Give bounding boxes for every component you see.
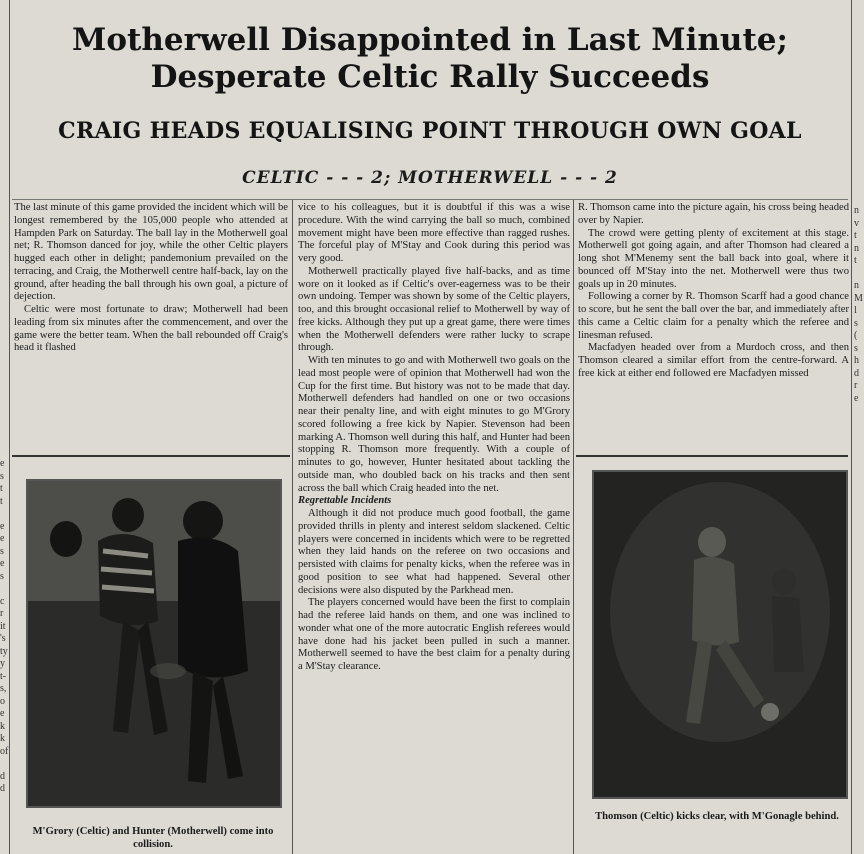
photo-collision-image bbox=[28, 481, 280, 806]
match-photo-collision bbox=[26, 479, 282, 808]
photo-rule-left bbox=[12, 455, 290, 457]
paragraph-col1-1: The last minute of this game provided the incident which will be longest remembered by the 105,000 people who attended at Hampden Park on Saturday. The ball lay in the Motherwell goal net; R. Thomson danced for joy, while the other Celtic players hugged each other in delight; pandemonium prevailed on the terracing, and Craig, the Motherwell centre half-back, lay on the ground, after heading the ball through his own goal, a picture of dejection. bbox=[14, 202, 288, 303]
paragraph-col2-1: vice to his colleagues, but it is doubtful if this was a wise procedure. With the wind carrying the ball so much, combined movement might have been more effective than ragged rushes. The forceful play of M'Stay and Cook during this period was very good. bbox=[298, 202, 570, 264]
paragraph-col3-3: Following a corner by R. Thomson Scarff had a good chance to score, but he sent the ball over the bar, and immediately after this came a Celtic claim for a penalty which the referee and linesman refused. bbox=[578, 291, 849, 341]
photo-kick-image bbox=[594, 472, 846, 797]
paragraph-col3-4: Macfadyen headed over from a Murdoch cross, and then Thomson cleared a similar effort from the centre-forward. A free kick at either end followed ere Macfadyen missed bbox=[578, 342, 849, 379]
sub-headline: CRAIG HEADS EQUALISING POINT THROUGH OWN GOAL bbox=[58, 118, 802, 144]
photo-caption-left: M'Grory (Celtic) and Hunter (Motherwell) come into collision. bbox=[32, 826, 274, 850]
paragraph-col2-2: Motherwell practically played five half-backs, and as time wore on it looked as if Celtic's over-eagerness was to be their own undoing. Temper was shown by some of the Celtic players, too, and this brought occasional relief to Motherwell by way of free kicks. Although they put up a great game, there were times when the Motherwell defenders were rather lucky to scrape through. bbox=[298, 265, 570, 354]
column-rule-2 bbox=[573, 200, 574, 854]
paragraph-col2-4: Although it did not produce much good football, the game provided thrills in plenty and interest seldom slackened. Celtic players were concerned in incidents which were to be regretted when they laid hands on the referee on two occasions and persisted with claims for penalty kicks, when the referee was in good position to see what had happened. Several other decisions were also disputed by the Parkhead men. bbox=[298, 508, 570, 596]
column-rule-1 bbox=[292, 200, 293, 854]
left-margin-rule bbox=[9, 0, 10, 854]
photo-rule-right bbox=[576, 455, 848, 457]
article-column-1 bbox=[14, 202, 288, 452]
paragraph-col3-1: R. Thomson came into the picture again, his cross being headed over by Napier. bbox=[578, 202, 849, 226]
match-photo-kick bbox=[592, 470, 848, 799]
article-column-3 bbox=[578, 202, 849, 452]
article-column-2 bbox=[298, 202, 570, 854]
paragraph-col1-2: Celtic were most fortunate to draw; Motherwell had been leading from six minutes after the commencement, and over the game were the better team. When the ball rebounded off Craig's head it flashed bbox=[14, 304, 288, 354]
photo-caption-right: Thomson (Celtic) kicks clear, with M'Gonagle behind. bbox=[595, 811, 839, 822]
main-headline: Motherwell Disappointed in Last Minute; Desperate Celtic Rally Succeeds bbox=[72, 22, 788, 95]
paragraph-col3-2: The crowd were getting plenty of excitement at this stage. Motherwell got going again, and after Thomson had cleared a long shot M'Menemy sent the ball back into goal, where it bounced off M'Stay into the net. Motherwell were thus two goals up in 20 minutes. bbox=[578, 227, 849, 290]
score-rule bbox=[12, 199, 848, 200]
paragraph-col2-5: The players concerned would have been the first to complain had the referee laid hands on them, and one was inclined to wonder what one of the more autocratic English referees would have done had his jacket been pulled in such a manner. Motherwell seemed to have the best claim for a penalty during a M'Stay clearance. bbox=[298, 597, 570, 672]
left-edge-fragment: e s t t e e s e s c r it 's ty y t- s, o e k k of d d bbox=[0, 458, 9, 794]
section-subhead: Regrettable Incidents bbox=[298, 495, 392, 507]
score-line: CELTIC - - - 2; MOTHERWELL - - - 2 bbox=[242, 168, 618, 188]
right-margin-rule bbox=[851, 0, 852, 854]
paragraph-col2-3: With ten minutes to go and with Motherwell two goals on the lead most people were of opinion that Motherwell had won the Cup for the first time. But history was not to be made that day. Motherwell defenders had handled on one or two occasions near their penalty line, and with eight minutes to go M'Grory scored following a free kick by Napier. Stevenson had been marking A. Thomson well during this half, and Hunter had been stopping R. Thomson more frequently. With a couple of minutes to go, however, Hunter hesitated about tackling the outside man, who doubled back on his tracks and then sent across the ball which Craig headed into the net. bbox=[298, 355, 570, 494]
right-edge-fragment: n v t n t n M l s ( s h d r e bbox=[854, 205, 863, 404]
